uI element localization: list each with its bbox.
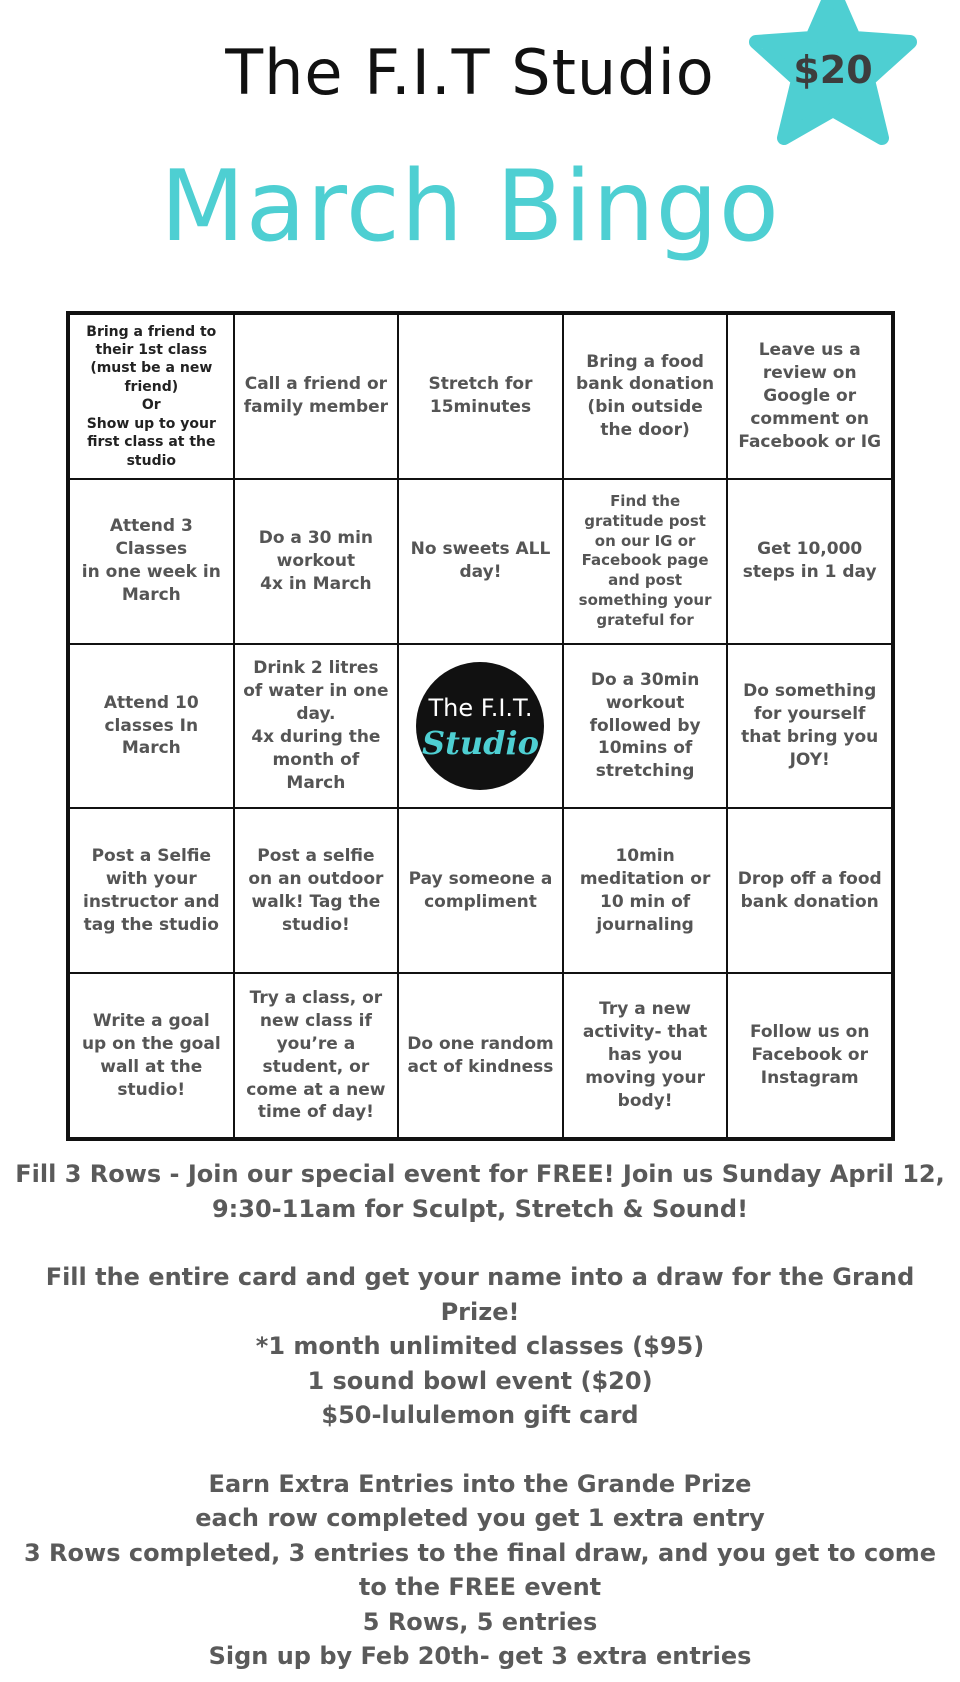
bingo-cell: Do one random act of kindness — [398, 973, 563, 1138]
rules-text: 9:30-11am for Sculpt, Stretch & Sound! — [211, 1194, 749, 1223]
bingo-cell: Post a selfie on an outdoor walk! Tag the studio! — [234, 808, 399, 973]
prize-item: $50-lululemon gift card — [321, 1401, 639, 1429]
bingo-cell: Find the gratitude post on our IG or Facebook page and post something your grateful for — [563, 479, 728, 644]
bingo-cell: Attend 10 classes In March — [69, 644, 234, 809]
bingo-cell: Try a class, or new class if you’re a student, or come at a new time of day! — [234, 973, 399, 1138]
bingo-cell: Try a new activity- that has you moving your body! — [563, 973, 728, 1138]
bingo-cell: Pay someone a compliment — [398, 808, 563, 973]
studio-logo — [416, 662, 544, 790]
bingo-cell: Attend 3 Classes in one week in March — [69, 479, 234, 644]
rules-text: 5 Rows, 5 entries — [362, 1607, 598, 1636]
prize-item: 1 sound bowl event ($20) — [307, 1366, 653, 1395]
bingo-cell: Get 10,000 steps in 1 day — [727, 479, 892, 644]
page-title: The F.I.T Studio — [225, 36, 715, 109]
bingo-cell: Do something for yourself that bring you JOY! — [727, 644, 892, 809]
bingo-center-cell — [398, 644, 563, 809]
logo-text: The F.I.T. — [428, 693, 533, 722]
bingo-cell: Bring a friend to their 1st class (must be a new friend) Or Show up to your first class at the studio — [69, 314, 234, 479]
bingo-cell: Follow us on Facebook or Instagram — [727, 973, 892, 1138]
logo-script-text: Studio — [421, 723, 539, 762]
rules-text: Fill 3 Rows - Join our special event for FREE! Join us Sunday April 12, — [15, 1160, 945, 1188]
bingo-cell: Drop off a food bank donation — [727, 808, 892, 973]
bingo-cell: Bring a food bank donation (bin outside the door) — [563, 314, 728, 479]
bingo-cell: Post a Selfie with your instructor and tag the studio — [69, 808, 234, 973]
rules-text: Prize! — [440, 1297, 520, 1326]
rules-text: Earn Extra Entries into the Grande Prize — [208, 1469, 752, 1498]
bingo-cell: Drink 2 litres of water in one day. 4x during the month of March — [234, 644, 399, 809]
rules-text: 3 Rows completed, 3 entries to the final draw, and you get to come — [24, 1538, 936, 1567]
rules-text: Fill the entire card and get your name into a draw for the Grand — [45, 1263, 915, 1291]
price-label: $20 — [793, 48, 873, 92]
signup-text: Sign up by Feb 20th- get 3 extra entries — [208, 1642, 752, 1670]
prize-item: *1 month unlimited classes ($95) — [255, 1332, 705, 1360]
bingo-board — [66, 311, 895, 1141]
bingo-title: March Bingo — [160, 150, 780, 264]
bingo-cell: No sweets ALL day! — [398, 479, 563, 644]
bingo-cell: Stretch for 15minutes — [398, 314, 563, 479]
price-star-badge — [748, 0, 918, 150]
rules-text: to the FREE event — [358, 1573, 602, 1601]
rules-section — [10, 1157, 950, 1674]
bingo-cell: Leave us a review on Google or comment on Facebook or IG — [727, 314, 892, 479]
bingo-cell: Write a goal up on the goal wall at the studio! — [69, 973, 234, 1138]
bingo-cell: 10min meditation or 10 min of journaling — [563, 808, 728, 973]
bingo-cell: Do a 30min workout followed by 10mins of stretching — [563, 644, 728, 809]
rules-text: each row completed you get 1 extra entry — [195, 1504, 765, 1532]
bingo-cell: Do a 30 min workout 4x in March — [234, 479, 399, 644]
bingo-cell: Call a friend or family member — [234, 314, 399, 479]
